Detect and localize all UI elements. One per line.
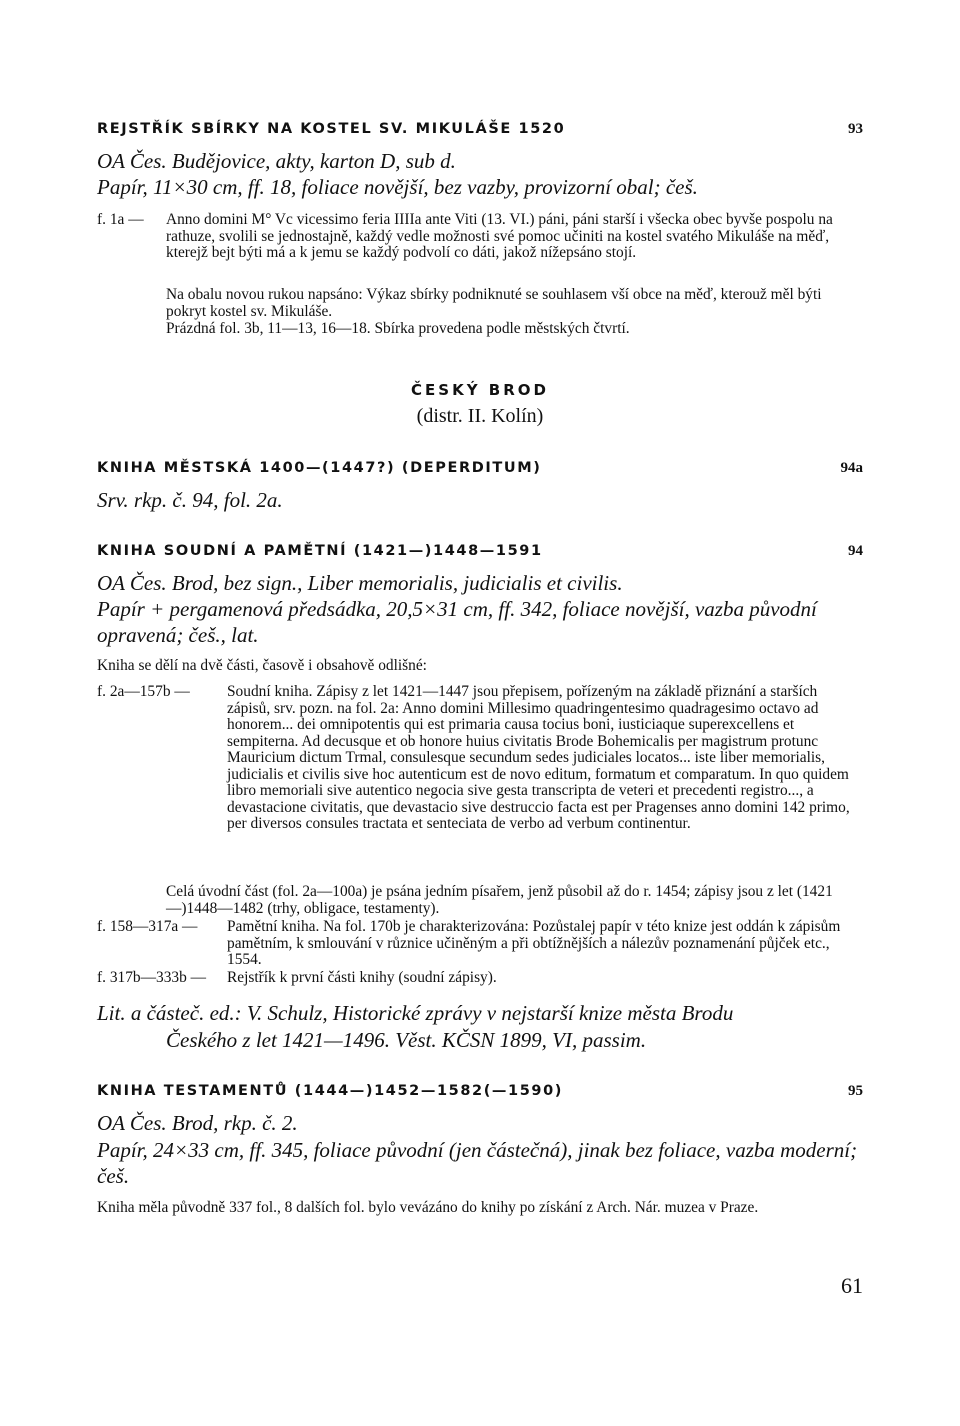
section-93-entry: [97, 212, 863, 262]
section-94-entry-3-text: Rejstřík k první části knihy (soudní zápisy).: [227, 969, 497, 986]
section-94-number: 94: [848, 543, 863, 559]
section-95-note: Kniha měla původně 337 fol., 8 dalších fol. bylo vevázáno do knihy po získání z Arch. Nár. muzea v Praze.: [97, 1199, 759, 1216]
section-95-heading: [97, 1083, 863, 1099]
section-94-literature-line-1: Lit. a částeč. ed.: V. Schulz, Historické zprávy v nejstarší knize města Brodu: [97, 1001, 734, 1025]
section-93-empty-folios: Prázdná fol. 3b, 11—13, 16—18. Sbírka provedena podle městských čtvrtí.: [166, 320, 630, 337]
section-93-note: Na obalu novou rukou napsáno: Výkaz sbírky podniknuté se souhlasem vší obce na měď, kterouž měl býti pokryt kostel sv. Mikuláše.: [166, 286, 822, 320]
section-94a-number: 94a: [840, 460, 863, 476]
section-94-entry-2-label: f. 158—317a —: [97, 918, 198, 935]
section-94-entry-1-continuation: Celá úvodní část (fol. 2a—100a) je psána jedním písařem, jenž působil až do r. 1454; zápisy jsou z let (1421—)1448—1482 (trhy, obligace, testamenty).: [166, 883, 833, 917]
section-94-literature: [97, 1000, 863, 1054]
town-district: (distr. II. Kolín): [416, 405, 544, 427]
section-95-title: KNIHA TESTAMENTŮ (1444—)1452—1582(—1590): [97, 1083, 564, 1099]
section-93-heading: [97, 121, 863, 137]
section-94-literature-line-2: Českého z let 1421—1496. Věst. KČSN 1899, VI, passim.: [166, 1028, 647, 1052]
document-page: [97, 0, 863, 1426]
section-94-archive: OA Čes. Brod, bez sign., Liber memorialis, judicialis et civilis.: [97, 571, 623, 595]
section-95-physical: Papír, 24×33 cm, ff. 345, foliace původní (jen částečná), jinak bez foliace, vazba moderní; češ.: [97, 1138, 858, 1188]
section-94a-title: KNIHA MĚSTSKÁ 1400—(1447?) (DEPERDITUM): [97, 460, 542, 476]
section-94-entry-2-text: Pamětní kniha. Na fol. 170b je charakterizována: Pozůstalej papír v této knize jest oddán k zápisům pamětním, k smlouvání v různice učiněným a při obtížnějších a nálezův poznamenání půjček etc., 1554.: [227, 918, 841, 968]
section-93-number: 93: [848, 121, 863, 137]
section-94-entry-1-text: Soudní kniha. Zápisy z let 1421—1447 jsou přepisem, pořízeným na základě přiznání a starších zápisů, srv. pozn. na fol. 2a: Anno domini Millesimo quadringentesimo quadragesimo octavo ad honorem... dei omnipotentis qui est primaria causa tocius boni, iusticiaque superexcellens et sempiterna. Ad decusque et ob honore huius civitatis Brode Bohemicalis per magistrum protunc Mauricium dictum Trmal, consulesque secundum sedes judiciales locatos... iste liber memorialis, judicialis et civilis sive hoc autenticum est de novo editum, formatum et comparatum. In quo quidem libro memoriali sive autentico negocia sive gesta transcripta de veteri et precedenti registro..., a devastacione civitatis, que devastacio sive destruccio facta est per Pragenses anno domini 142 primo, per diversos consules tractata et senteciata de verbo ad verbum continentur.: [227, 683, 850, 832]
section-94-entry-2: [97, 919, 863, 969]
section-94-title: KNIHA SOUDNÍ A PAMĚTNÍ (1421—)1448—1591: [97, 543, 543, 559]
section-95-archive: OA Čes. Brod, rkp. č. 2.: [97, 1111, 298, 1135]
section-94-entry-3-label: f. 317b—333b —: [97, 969, 207, 986]
section-93-entry-label: f. 1a —: [97, 211, 144, 228]
section-93-entry-text: Anno domini M° Vc vicessimo feria IIIIa ante Viti (13. VI.) páni, páni starší i všecka obec byvše pospolu na rathuze, svolili se jednostajně, každý vedle možnosti své pomoc učiniti na kostel svatého Mikuláše na měď, kterejž bejt býti má a k jemu se každý podvolí co dáti, jakož nížepsáno stojí.: [166, 211, 833, 261]
section-94-entry-1: [97, 684, 863, 833]
page-number: 61: [841, 1273, 863, 1298]
section-95-number: 95: [848, 1083, 863, 1099]
section-94-physical: Papír + pergamenová předsádka, 20,5×31 cm, ff. 342, foliace novější, vazba původní opravená; češ., lat.: [97, 597, 817, 647]
section-93-physical: Papír, 11×30 cm, ff. 18, foliace novější, bez vazby, provizorní obal; češ.: [97, 175, 698, 199]
town-name: ČESKÝ BROD: [411, 381, 549, 399]
section-93-title: REJSTŘÍK SBÍRKY NA KOSTEL SV. MIKULÁŠE 1520: [97, 121, 566, 137]
section-94-heading: [97, 543, 863, 559]
section-94-intro: Kniha se dělí na dvě části, časově i obsahově odlišné:: [97, 657, 427, 674]
section-94a-heading: [97, 460, 863, 476]
section-93-archive: OA Čes. Budějovice, akty, karton D, sub d.: [97, 149, 456, 173]
section-94-entry-1-label: f. 2a—157b —: [97, 683, 190, 700]
section-94a-reference: Srv. rkp. č. 94, fol. 2a.: [97, 488, 283, 512]
section-94-entry-3: [97, 970, 863, 987]
